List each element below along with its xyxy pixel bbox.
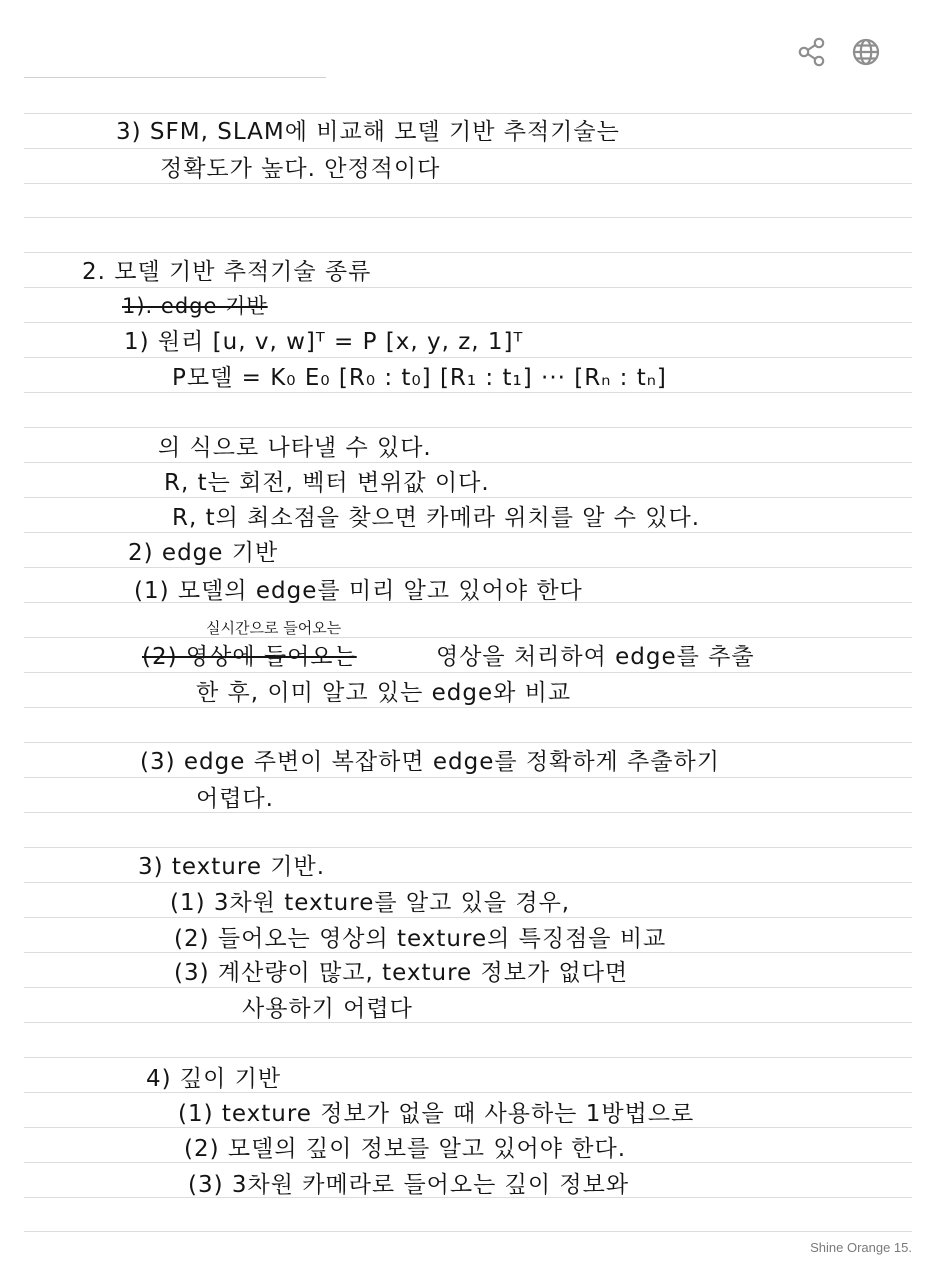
note-line: (2) 들어오는 영상의 texture의 특징점을 비교	[174, 926, 667, 952]
note-line: 사용하기 어렵다	[242, 996, 413, 1022]
ruled-line	[24, 427, 912, 428]
ruled-line	[24, 637, 912, 638]
note-line: (1) 모델의 edge를 미리 알고 있어야 한다	[134, 578, 583, 604]
page-footer: Shine Orange 15.	[810, 1240, 912, 1255]
subsection-heading: 4) 깊이 기반	[146, 1066, 282, 1092]
ruled-line	[24, 1022, 912, 1023]
note-line: R, t의 최소점을 찾으면 카메라 위치를 알 수 있다.	[172, 505, 701, 531]
inserted-text: 실시간으로 들어오는	[206, 619, 342, 637]
note-line: 3) SFM, SLAM에 비교해 모델 기반 추적기술는	[116, 119, 620, 145]
ruled-line	[24, 742, 912, 743]
struck-line: (2) 영상에 들어오는	[142, 644, 357, 670]
ruled-line	[24, 183, 912, 184]
subsection-heading: 3) texture 기반.	[138, 854, 326, 880]
ruled-line	[24, 847, 912, 848]
ruled-line	[24, 812, 912, 813]
struck-line: 1). edge 기반	[122, 294, 268, 318]
note-line: 어렵다.	[196, 786, 274, 812]
note-line: 1) 원리 [u, v, w]ᵀ = P [x, y, z, 1]ᵀ	[124, 329, 524, 355]
note-line: 한 후, 이미 알고 있는 edge와 비교	[196, 680, 572, 706]
header-rule	[24, 77, 326, 78]
ruled-line	[24, 1057, 912, 1058]
note-line: 의 식으로 나타낼 수 있다.	[158, 435, 432, 461]
ruled-line	[24, 217, 912, 218]
note-line: (3) 3차원 카메라로 들어오는 깊이 정보와	[188, 1172, 630, 1198]
section-heading: 2. 모델 기반 추적기술 종류	[82, 259, 372, 285]
ruled-line	[24, 113, 912, 114]
formula-line: P모델 = K₀ E₀ [R₀ : t₀] [R₁ : t₁] ··· [Rₙ : tₙ]	[172, 365, 667, 391]
note-line: (3) edge 주변이 복잡하면 edge를 정확하게 추출하기	[140, 749, 720, 775]
note-line: 영상을 처리하여 edge를 추출	[436, 644, 755, 670]
note-line: (2) 모델의 깊이 정보를 알고 있어야 한다.	[184, 1136, 627, 1162]
ruled-line	[24, 1231, 912, 1232]
note-line: (1) 3차원 texture를 알고 있을 경우,	[170, 890, 571, 916]
subsection-heading: 2) edge 기반	[128, 540, 279, 566]
share-icon[interactable]	[796, 36, 828, 68]
note-line: (1) texture 정보가 없을 때 사용하는 1방법으로	[178, 1101, 695, 1127]
globe-icon[interactable]	[850, 36, 882, 68]
note-line: (3) 계산량이 많고, texture 정보가 없다면	[174, 960, 629, 986]
note-line: R, t는 회전, 벡터 변위값 이다.	[164, 470, 490, 496]
ruled-line	[24, 252, 912, 253]
note-line: 정확도가 높다. 안정적이다	[160, 156, 441, 182]
